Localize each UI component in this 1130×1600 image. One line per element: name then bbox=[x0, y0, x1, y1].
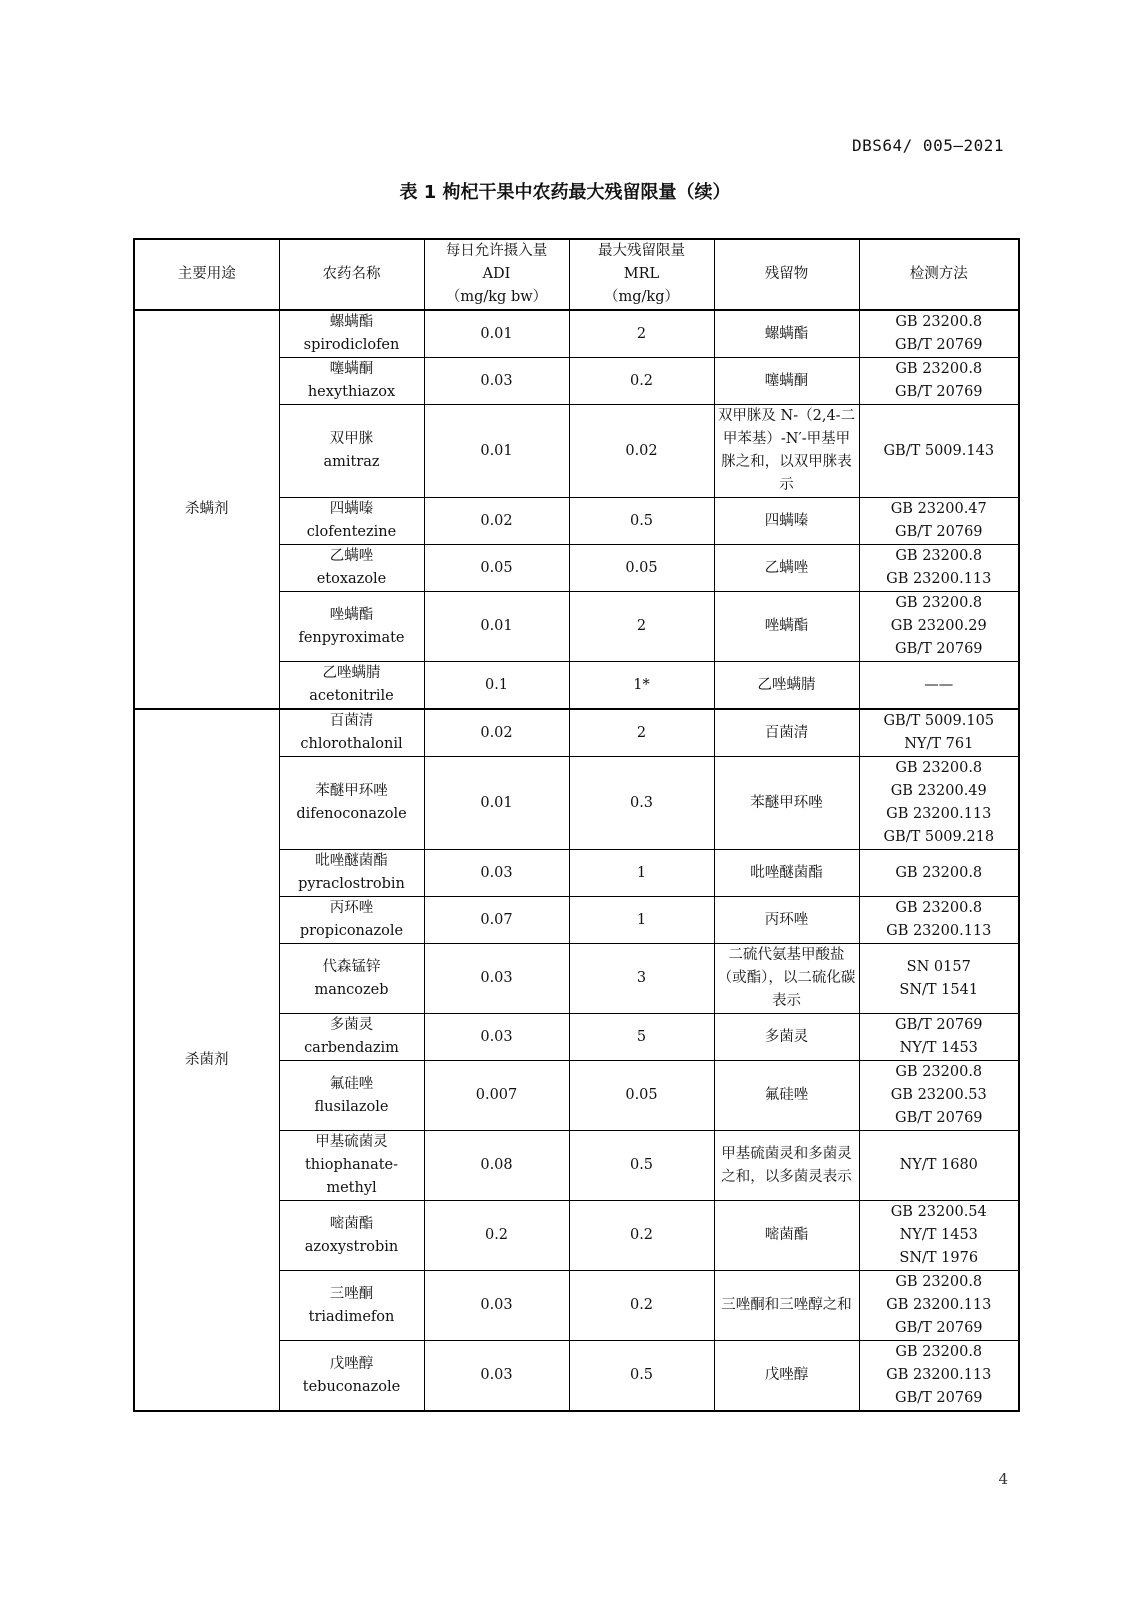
adi-cell: 0.03 bbox=[424, 1271, 569, 1341]
pesticide-cn: 乙螨唑 bbox=[329, 548, 374, 564]
pesticide-en: tebuconazole bbox=[302, 1378, 401, 1395]
method-line: GB 23200.8 bbox=[895, 361, 983, 377]
pesticide-name-cell bbox=[279, 897, 424, 944]
method-cell bbox=[859, 498, 1019, 545]
pesticide-en: pyraclostrobin bbox=[298, 876, 405, 892]
residue-cell: 螺螨酯 bbox=[714, 310, 859, 358]
header-mrl bbox=[569, 239, 714, 310]
adi-cell: 0.03 bbox=[424, 358, 569, 405]
method-cell bbox=[859, 1014, 1019, 1061]
adi-cell: 0.08 bbox=[424, 1131, 569, 1201]
method-cell bbox=[859, 1341, 1019, 1412]
residue-cell: 吡唑醚菌酯 bbox=[714, 850, 859, 897]
method-line: GB 23200.29 bbox=[890, 618, 987, 634]
method-line: GB/T 20769 bbox=[894, 384, 983, 400]
pesticide-mrl-table bbox=[133, 238, 1020, 1412]
method-line: GB/T 20769 bbox=[894, 337, 983, 353]
pesticide-name-cell bbox=[279, 709, 424, 757]
residue-cell: 戊唑醇 bbox=[714, 1341, 859, 1412]
pesticide-en: thiophanate-methyl bbox=[304, 1157, 399, 1196]
method-line: SN/T 1541 bbox=[899, 981, 979, 998]
method-line: GB 23200.8 bbox=[895, 864, 983, 881]
pesticide-name-cell bbox=[279, 1201, 424, 1271]
mrl-cell: 0.02 bbox=[569, 405, 714, 498]
mrl-cell: 0.05 bbox=[569, 545, 714, 592]
page-number: 4 bbox=[998, 1470, 1008, 1488]
residue-cell: 四螨嗪 bbox=[714, 498, 859, 545]
method-cell bbox=[859, 1061, 1019, 1131]
pesticide-en: hexythiazox bbox=[307, 384, 396, 400]
residue-cell: 多菌灵 bbox=[714, 1014, 859, 1061]
mrl-cell: 0.5 bbox=[569, 498, 714, 545]
pesticide-cn: 百菌清 bbox=[329, 713, 374, 729]
pesticide-en: amitraz bbox=[323, 454, 380, 470]
pesticide-name-cell bbox=[279, 1271, 424, 1341]
method-line: GB 23200.113 bbox=[886, 1297, 992, 1313]
pesticide-cn: 嘧菌酯 bbox=[329, 1215, 374, 1232]
adi-cell: 0.03 bbox=[424, 944, 569, 1014]
method-line: GB 23200.8 bbox=[895, 1064, 983, 1080]
method-cell bbox=[859, 709, 1019, 757]
adi-cell: 0.007 bbox=[424, 1061, 569, 1131]
residue-cell: 三唑酮和三唑醇之和 bbox=[714, 1271, 859, 1341]
pesticide-name-cell bbox=[279, 1061, 424, 1131]
method-line: GB/T 20769 bbox=[894, 1017, 983, 1033]
mrl-cell: 2 bbox=[569, 592, 714, 662]
residue-cell: 噻螨酮 bbox=[714, 358, 859, 405]
adi-cell: 0.02 bbox=[424, 498, 569, 545]
method-line: NY/T 1453 bbox=[899, 1040, 978, 1056]
adi-cell: 0.03 bbox=[424, 1014, 569, 1061]
pesticide-cn: 氟硅唑 bbox=[329, 1075, 374, 1092]
pesticide-name-cell bbox=[279, 592, 424, 662]
pesticide-en: azoxystrobin bbox=[304, 1238, 399, 1255]
mrl-cell: 1 bbox=[569, 850, 714, 897]
pesticide-name-cell bbox=[279, 405, 424, 498]
method-line: GB 23200.47 bbox=[890, 501, 987, 517]
method-line: GB 23200.113 bbox=[886, 806, 992, 822]
adi-cell: 0.07 bbox=[424, 897, 569, 944]
residue-cell: 双甲脒及 N-（2,4-二甲苯基）-N′-甲基甲脒之和，以双甲脒表示 bbox=[714, 405, 859, 498]
residue-cell: 甲基硫菌灵和多菌灵之和，以多菌灵表示 bbox=[714, 1131, 859, 1201]
method-cell bbox=[859, 944, 1019, 1014]
method-cell bbox=[859, 358, 1019, 405]
method-cell bbox=[859, 1131, 1019, 1201]
pesticide-en: spirodiclofen bbox=[303, 337, 400, 353]
method-line: GB 23200.8 bbox=[895, 548, 983, 564]
pesticide-en: carbendazim bbox=[304, 1040, 399, 1056]
pesticide-en: difenoconazole bbox=[296, 806, 407, 822]
residue-cell: 乙螨唑 bbox=[714, 545, 859, 592]
method-line: GB 23200.113 bbox=[886, 923, 992, 939]
pesticide-en: flusilazole bbox=[314, 1098, 389, 1115]
mrl-cell: 5 bbox=[569, 1014, 714, 1061]
residue-cell: 乙唑螨腈 bbox=[714, 662, 859, 710]
method-line: GB 23200.49 bbox=[890, 783, 987, 799]
adi-cell: 0.03 bbox=[424, 1341, 569, 1412]
adi-cell: 0.1 bbox=[424, 662, 569, 710]
method-line: GB 23200.8 bbox=[895, 595, 983, 611]
header-adi-line: （mg/kg bw） bbox=[445, 289, 548, 305]
method-line: GB 23200.8 bbox=[895, 1344, 983, 1360]
document-code: DBS64/ 005—2021 bbox=[852, 136, 1004, 155]
method-cell bbox=[859, 1271, 1019, 1341]
method-line: —— bbox=[924, 676, 954, 693]
mrl-cell: 2 bbox=[569, 709, 714, 757]
pesticide-name-cell bbox=[279, 944, 424, 1014]
residue-cell: 苯醚甲环唑 bbox=[714, 757, 859, 850]
method-line: GB 23200.113 bbox=[886, 571, 992, 587]
header-use: 主要用途 bbox=[134, 239, 279, 310]
method-line: SN 0157 bbox=[906, 958, 971, 975]
use-group-cell: 杀菌剂 bbox=[134, 709, 279, 1411]
residue-cell: 丙环唑 bbox=[714, 897, 859, 944]
pesticide-cn: 乙唑螨腈 bbox=[322, 665, 381, 681]
pesticide-name-cell bbox=[279, 757, 424, 850]
pesticide-en: fenpyroximate bbox=[298, 629, 405, 646]
adi-cell: 0.01 bbox=[424, 310, 569, 358]
method-cell bbox=[859, 1201, 1019, 1271]
residue-cell: 二硫代氨基甲酸盐（或酯），以二硫化碳表示 bbox=[714, 944, 859, 1014]
method-cell bbox=[859, 662, 1019, 710]
adi-cell: 0.2 bbox=[424, 1201, 569, 1271]
method-cell bbox=[859, 897, 1019, 944]
method-line: GB 23200.54 bbox=[890, 1204, 987, 1220]
header-adi bbox=[424, 239, 569, 310]
pesticide-name-cell bbox=[279, 1131, 424, 1201]
method-line: GB 23200.8 bbox=[895, 900, 983, 916]
mrl-cell: 0.5 bbox=[569, 1341, 714, 1412]
method-line: NY/T 1453 bbox=[899, 1227, 978, 1243]
pesticide-name-cell bbox=[279, 1014, 424, 1061]
pesticide-name-cell bbox=[279, 662, 424, 710]
header-method: 检测方法 bbox=[859, 239, 1019, 310]
residue-cell: 氟硅唑 bbox=[714, 1061, 859, 1131]
method-line: NY/T 1680 bbox=[899, 1157, 978, 1173]
mrl-cell: 0.2 bbox=[569, 1271, 714, 1341]
header-residue: 残留物 bbox=[714, 239, 859, 310]
pesticide-name-cell bbox=[279, 545, 424, 592]
pesticide-cn: 多菌灵 bbox=[329, 1017, 374, 1033]
adi-cell: 0.01 bbox=[424, 757, 569, 850]
method-line: GB 23200.113 bbox=[886, 1367, 992, 1383]
pesticide-en: chlorothalonil bbox=[300, 736, 403, 752]
table-row bbox=[134, 709, 1019, 757]
method-line: GB/T 20769 bbox=[894, 1110, 983, 1126]
adi-cell: 0.01 bbox=[424, 592, 569, 662]
pesticide-cn: 唑螨酯 bbox=[329, 606, 374, 623]
method-cell bbox=[859, 850, 1019, 897]
adi-cell: 0.03 bbox=[424, 850, 569, 897]
mrl-cell: 1 bbox=[569, 897, 714, 944]
header-mrl-line: MRL bbox=[623, 266, 660, 282]
method-line: GB 23200.53 bbox=[890, 1087, 987, 1103]
method-line: NY/T 761 bbox=[904, 736, 974, 752]
header-adi-line: ADI bbox=[482, 266, 511, 282]
table-header-row bbox=[134, 239, 1019, 310]
adi-cell: 0.02 bbox=[424, 709, 569, 757]
header-pesticide: 农药名称 bbox=[279, 239, 424, 310]
pesticide-name-cell bbox=[279, 358, 424, 405]
method-cell bbox=[859, 592, 1019, 662]
mrl-cell: 2 bbox=[569, 310, 714, 358]
pesticide-en: etoxazole bbox=[316, 571, 387, 587]
method-line: GB/T 20769 bbox=[894, 1320, 983, 1336]
pesticide-cn: 吡唑醚菌酯 bbox=[315, 853, 388, 869]
mrl-cell: 3 bbox=[569, 944, 714, 1014]
table-body bbox=[134, 310, 1019, 1411]
pesticide-en: acetonitrile bbox=[309, 688, 394, 704]
pesticide-cn: 丙环唑 bbox=[329, 900, 374, 916]
residue-cell: 嘧菌酯 bbox=[714, 1201, 859, 1271]
method-line: GB/T 5009.143 bbox=[883, 442, 995, 459]
pesticide-cn: 三唑酮 bbox=[329, 1285, 374, 1302]
method-line: GB/T 5009.105 bbox=[883, 713, 995, 729]
mrl-cell: 0.2 bbox=[569, 1201, 714, 1271]
pesticide-cn: 代森锰锌 bbox=[322, 958, 381, 975]
mrl-cell: 0.2 bbox=[569, 358, 714, 405]
mrl-cell: 0.05 bbox=[569, 1061, 714, 1131]
pesticide-name-cell bbox=[279, 1341, 424, 1412]
method-cell bbox=[859, 545, 1019, 592]
method-cell bbox=[859, 310, 1019, 358]
mrl-cell: 0.5 bbox=[569, 1131, 714, 1201]
adi-cell: 0.01 bbox=[424, 405, 569, 498]
table-title: 表 1 枸杞干果中农药最大残留限量（续） bbox=[399, 182, 731, 203]
residue-cell: 唑螨酯 bbox=[714, 592, 859, 662]
method-cell bbox=[859, 405, 1019, 498]
adi-cell: 0.05 bbox=[424, 545, 569, 592]
method-line: GB 23200.8 bbox=[895, 1274, 983, 1290]
method-line: GB/T 20769 bbox=[894, 524, 983, 540]
method-line: GB 23200.8 bbox=[895, 314, 983, 330]
method-line: GB/T 20769 bbox=[894, 641, 983, 657]
pesticide-name-cell bbox=[279, 498, 424, 545]
pesticide-cn: 苯醚甲环唑 bbox=[315, 783, 388, 799]
use-group-cell: 杀螨剂 bbox=[134, 310, 279, 709]
pesticide-en: mancozeb bbox=[314, 981, 389, 998]
method-cell bbox=[859, 757, 1019, 850]
pesticide-en: triadimefon bbox=[308, 1308, 395, 1325]
method-line: GB/T 20769 bbox=[894, 1390, 983, 1406]
residue-cell: 百菌清 bbox=[714, 709, 859, 757]
pesticide-cn: 四螨嗪 bbox=[329, 501, 374, 517]
pesticide-en: propiconazole bbox=[299, 923, 404, 939]
header-mrl-line: （mg/kg） bbox=[604, 289, 679, 305]
method-line: GB 23200.8 bbox=[895, 760, 983, 776]
pesticide-name-cell bbox=[279, 850, 424, 897]
pesticide-cn: 噻螨酮 bbox=[329, 361, 374, 377]
pesticide-name-cell bbox=[279, 310, 424, 358]
table-row bbox=[134, 310, 1019, 358]
pesticide-cn: 螺螨酯 bbox=[329, 314, 374, 330]
pesticide-cn: 双甲脒 bbox=[329, 431, 374, 447]
header-mrl-line: 最大残留限量 bbox=[598, 243, 685, 259]
mrl-cell: 1* bbox=[569, 662, 714, 710]
pesticide-cn: 甲基硫菌灵 bbox=[315, 1134, 388, 1150]
header-adi-line: 每日允许摄入量 bbox=[445, 243, 548, 259]
pesticide-en: clofentezine bbox=[306, 524, 397, 540]
pesticide-cn: 戊唑醇 bbox=[329, 1355, 374, 1372]
method-line: SN/T 1976 bbox=[899, 1250, 979, 1266]
mrl-cell: 0.3 bbox=[569, 757, 714, 850]
method-line: GB/T 5009.218 bbox=[883, 829, 995, 845]
